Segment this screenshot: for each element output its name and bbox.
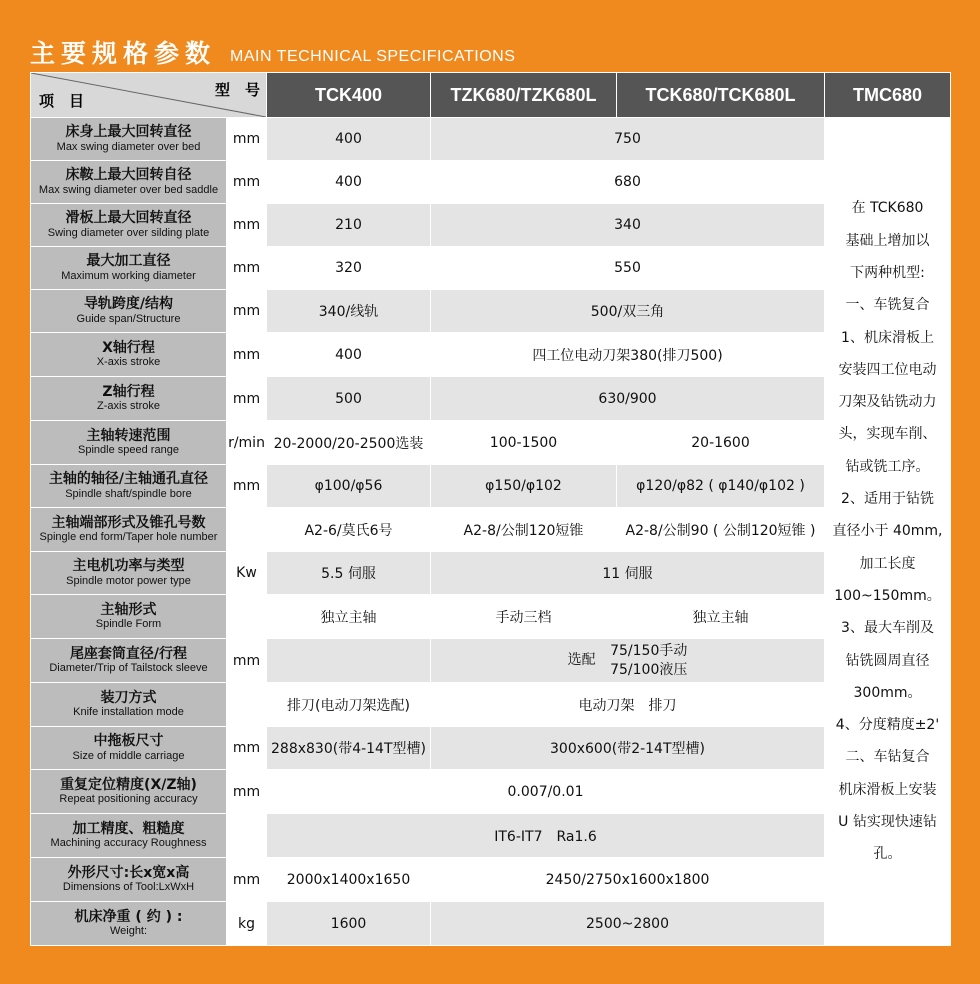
value-cell: A2-8/公制90 ( 公制120短锥 ) [617,508,825,552]
title-english: MAIN TECHNICAL SPECIFICATIONS [230,48,516,65]
value-cell: 400 [267,161,431,204]
table-row [31,377,951,421]
unit-cell: mm [227,465,267,508]
item-cell [31,552,227,595]
item-en: Dimensions of Tool:LxWxH [62,881,195,894]
note-line: 一、车铣复合 [845,297,930,314]
unit-cell: mm [227,639,267,683]
model-header: TZK680/TZK680L [431,73,617,118]
item-cn: 主轴的轴径/主轴通孔直径 [48,471,209,488]
item-cell [31,421,227,465]
unit-cell: r/min [227,421,267,465]
value-cell: 400 [267,333,431,377]
note-line: 加工长度 [859,555,916,572]
note-line: 安装四工位电动 [838,361,937,378]
value-cell: 750 [431,118,825,161]
item-en: Knife installation mode [73,706,184,719]
value-cell: 340 [431,204,825,247]
item-cell [31,508,227,552]
value-cell: 100-1500 [431,421,617,465]
item-en: Max swing diameter over bed [56,140,201,153]
title-chinese: 主要规格参数 [30,39,217,68]
note-line: 钻铣圆周直径 [845,652,930,669]
unit-cell: mm [227,204,267,247]
item-cell [31,247,227,290]
value-cell: 20-1600 [617,421,825,465]
tmc680-note [825,118,951,946]
value-cell: 11 伺服 [431,552,825,595]
note-line: 1、机床滑板上 [841,329,934,346]
item-cell [31,290,227,333]
value-cell: IT6-IT7 Ra1.6 [267,814,825,858]
unit-cell: mm [227,858,267,902]
table-row [31,902,951,946]
unit-cell: mm [227,290,267,333]
value-cell: 340/线轨 [267,290,431,333]
value-cell: A2-6/莫氏6号 [267,508,431,552]
item-cn: 外形尺寸:长x宽x高 [67,864,190,881]
unit-cell [227,595,267,639]
item-cell [31,770,227,814]
item-cell [31,727,227,770]
item-en: Max swing diameter over bed saddle [38,183,219,196]
note-line: 孔。 [873,846,902,863]
unit-cell [227,814,267,858]
item-en: X-axis stroke [96,356,161,369]
item-cn: 装刀方式 [100,689,157,706]
item-cn: 床鞍上最大回转自径 [65,167,192,184]
unit-cell [227,683,267,727]
value-cell: 550 [431,247,825,290]
item-cell [31,118,227,161]
item-en: Weight: [109,925,148,938]
item-en: Spingle end form/Taper hole number [39,531,218,544]
table-row [31,814,951,858]
item-cell [31,683,227,727]
item-cn: 尾座套筒直径/行程 [69,645,188,662]
item-en: Swing diameter over silding plate [47,226,210,239]
item-cn: 导轨跨度/结构 [83,296,174,313]
item-en: Guide span/Structure [76,312,181,325]
tailstock-cell [431,639,825,683]
item-en: Spindle Form [95,618,162,631]
item-en: Maximum working diameter [61,269,196,282]
note-line: 基础上增加以 [845,232,930,249]
item-cn: 中拖板尺寸 [93,733,164,750]
value-cell: 500/双三角 [431,290,825,333]
table-row [31,204,951,247]
table-row [31,683,951,727]
item-en: Spindle speed range [78,444,179,457]
tailstock-specs [610,642,687,678]
value-cell: A2-8/公制120短锥 [431,508,617,552]
value-cell: 500 [267,377,431,421]
value-cell: 独立主轴 [617,595,825,639]
unit-cell: Kw [227,552,267,595]
item-cn: 滑板上最大回转直径 [65,210,192,227]
item-cn: 床身上最大回转直径 [65,124,192,141]
value-cell: 300x600(带2-14T型槽) [431,727,825,770]
value-cell: 排刀(电动刀架选配) [267,683,431,727]
table-row [31,552,951,595]
unit-cell: mm [227,247,267,290]
unit-cell: mm [227,727,267,770]
unit-cell: mm [227,118,267,161]
note-line: 二、车钻复合 [845,749,930,766]
section-title [30,30,515,70]
note-line: 刀架及钻铣动力 [838,394,937,411]
model-header: TMC680 [825,73,951,118]
item-cell [31,377,227,421]
note-line: 直径小于 40mm, [832,523,943,540]
table-row [31,595,951,639]
value-cell: φ150/φ102 [431,465,617,508]
table-row [31,421,951,465]
item-cell [31,595,227,639]
item-cn: 加工精度、粗糙度 [72,820,185,837]
note-line: 头，实现车削、 [838,426,937,443]
item-en: Repeat positioning accuracy [59,793,198,806]
item-cn: 最大加工直径 [86,253,171,270]
item-label: 项 目 [39,93,85,110]
item-en: Spindle motor power type [66,574,191,587]
value-cell: 0.007/0.01 [267,770,825,814]
note-line: 300mm。 [853,684,922,701]
item-cell [31,858,227,902]
header-item-model-cell [31,73,267,118]
item-en: Machining accuracy Roughness [50,837,207,850]
model-header: TCK400 [267,73,431,118]
table-row [31,290,951,333]
unit-cell: mm [227,333,267,377]
model-label: 型 号 [214,82,260,99]
item-cn: 主电机功率与类型 [72,558,185,575]
value-cell [267,639,431,683]
item-cell [31,902,227,946]
item-cn: 主轴端部形式及锥孔号数 [51,514,206,531]
item-cn: 主轴转速范围 [86,427,171,444]
note-line: 下两种机型: [850,264,925,281]
unit-cell [227,508,267,552]
value-cell: 2000x1400x1650 [267,858,431,902]
note-line: 4、分度精度±2' [835,717,940,734]
unit-cell: mm [227,161,267,204]
item-cell [31,465,227,508]
item-cell [31,333,227,377]
unit-cell: kg [227,902,267,946]
note-line: 100~150mm。 [834,587,941,604]
item-cell [31,204,227,247]
value-cell: 2450/2750x1600x1800 [431,858,825,902]
table-row [31,508,951,552]
item-cell [31,161,227,204]
note-line: 在 TCK680 [851,200,924,217]
item-cn: Z轴行程 [102,383,155,400]
tailstock-manual: 75/150手动 [610,643,688,660]
table-row [31,858,951,902]
note-line: U 钻实现快速钻 [838,814,937,831]
item-en: Spindle shaft/spindle bore [65,487,192,500]
item-cn: X轴行程 [102,339,155,356]
item-cell [31,639,227,683]
value-cell: 400 [267,118,431,161]
value-cell: 288x830(带4-14T型槽) [267,727,431,770]
note-line: 2、适用于钻铣 [841,491,934,508]
table-row [31,465,951,508]
table-row [31,161,951,204]
table-row [31,247,951,290]
item-cn: 重复定位精度(X/Z轴) [60,776,197,793]
value-cell: 20-2000/20-2500选装 [267,421,431,465]
value-cell: φ100/φ56 [267,465,431,508]
table-row [31,333,951,377]
unit-cell: mm [227,377,267,421]
tailstock-option: 选配 [567,652,596,669]
table-row [31,639,951,683]
value-cell: 630/900 [431,377,825,421]
value-cell: 2500~2800 [431,902,825,946]
value-cell: 320 [267,247,431,290]
item-en: Size of middle carriage [72,749,185,762]
note-line: 3、最大车削及 [841,620,934,637]
spec-table [30,72,951,946]
value-cell: 210 [267,204,431,247]
value-cell: 独立主轴 [267,595,431,639]
item-cell [31,814,227,858]
note-line: 钻或铣工序。 [845,458,930,475]
value-cell: φ120/φ82 ( φ140/φ102 ) [617,465,825,508]
value-cell: 四工位电动刀架380(排刀500) [431,333,825,377]
item-cn: 主轴形式 [100,601,157,618]
table-row [31,118,951,161]
value-cell: 1600 [267,902,431,946]
note-line: 机床滑板上安装 [838,781,937,798]
item-cn: 机床净重 ( 约 ) : [74,908,183,925]
value-cell: 5.5 伺服 [267,552,431,595]
table-row [31,770,951,814]
item-en: Z-axis stroke [97,400,160,413]
tailstock-hydraulic: 75/100液压 [610,661,688,678]
value-cell: 手动三档 [431,595,617,639]
table-row [31,727,951,770]
model-header: TCK680/TCK680L [617,73,825,118]
value-cell: 680 [431,161,825,204]
value-cell: 电动刀架 排刀 [431,683,825,727]
unit-cell: mm [227,770,267,814]
item-en: Diameter/Trip of Tailstock sleeve [49,662,208,675]
